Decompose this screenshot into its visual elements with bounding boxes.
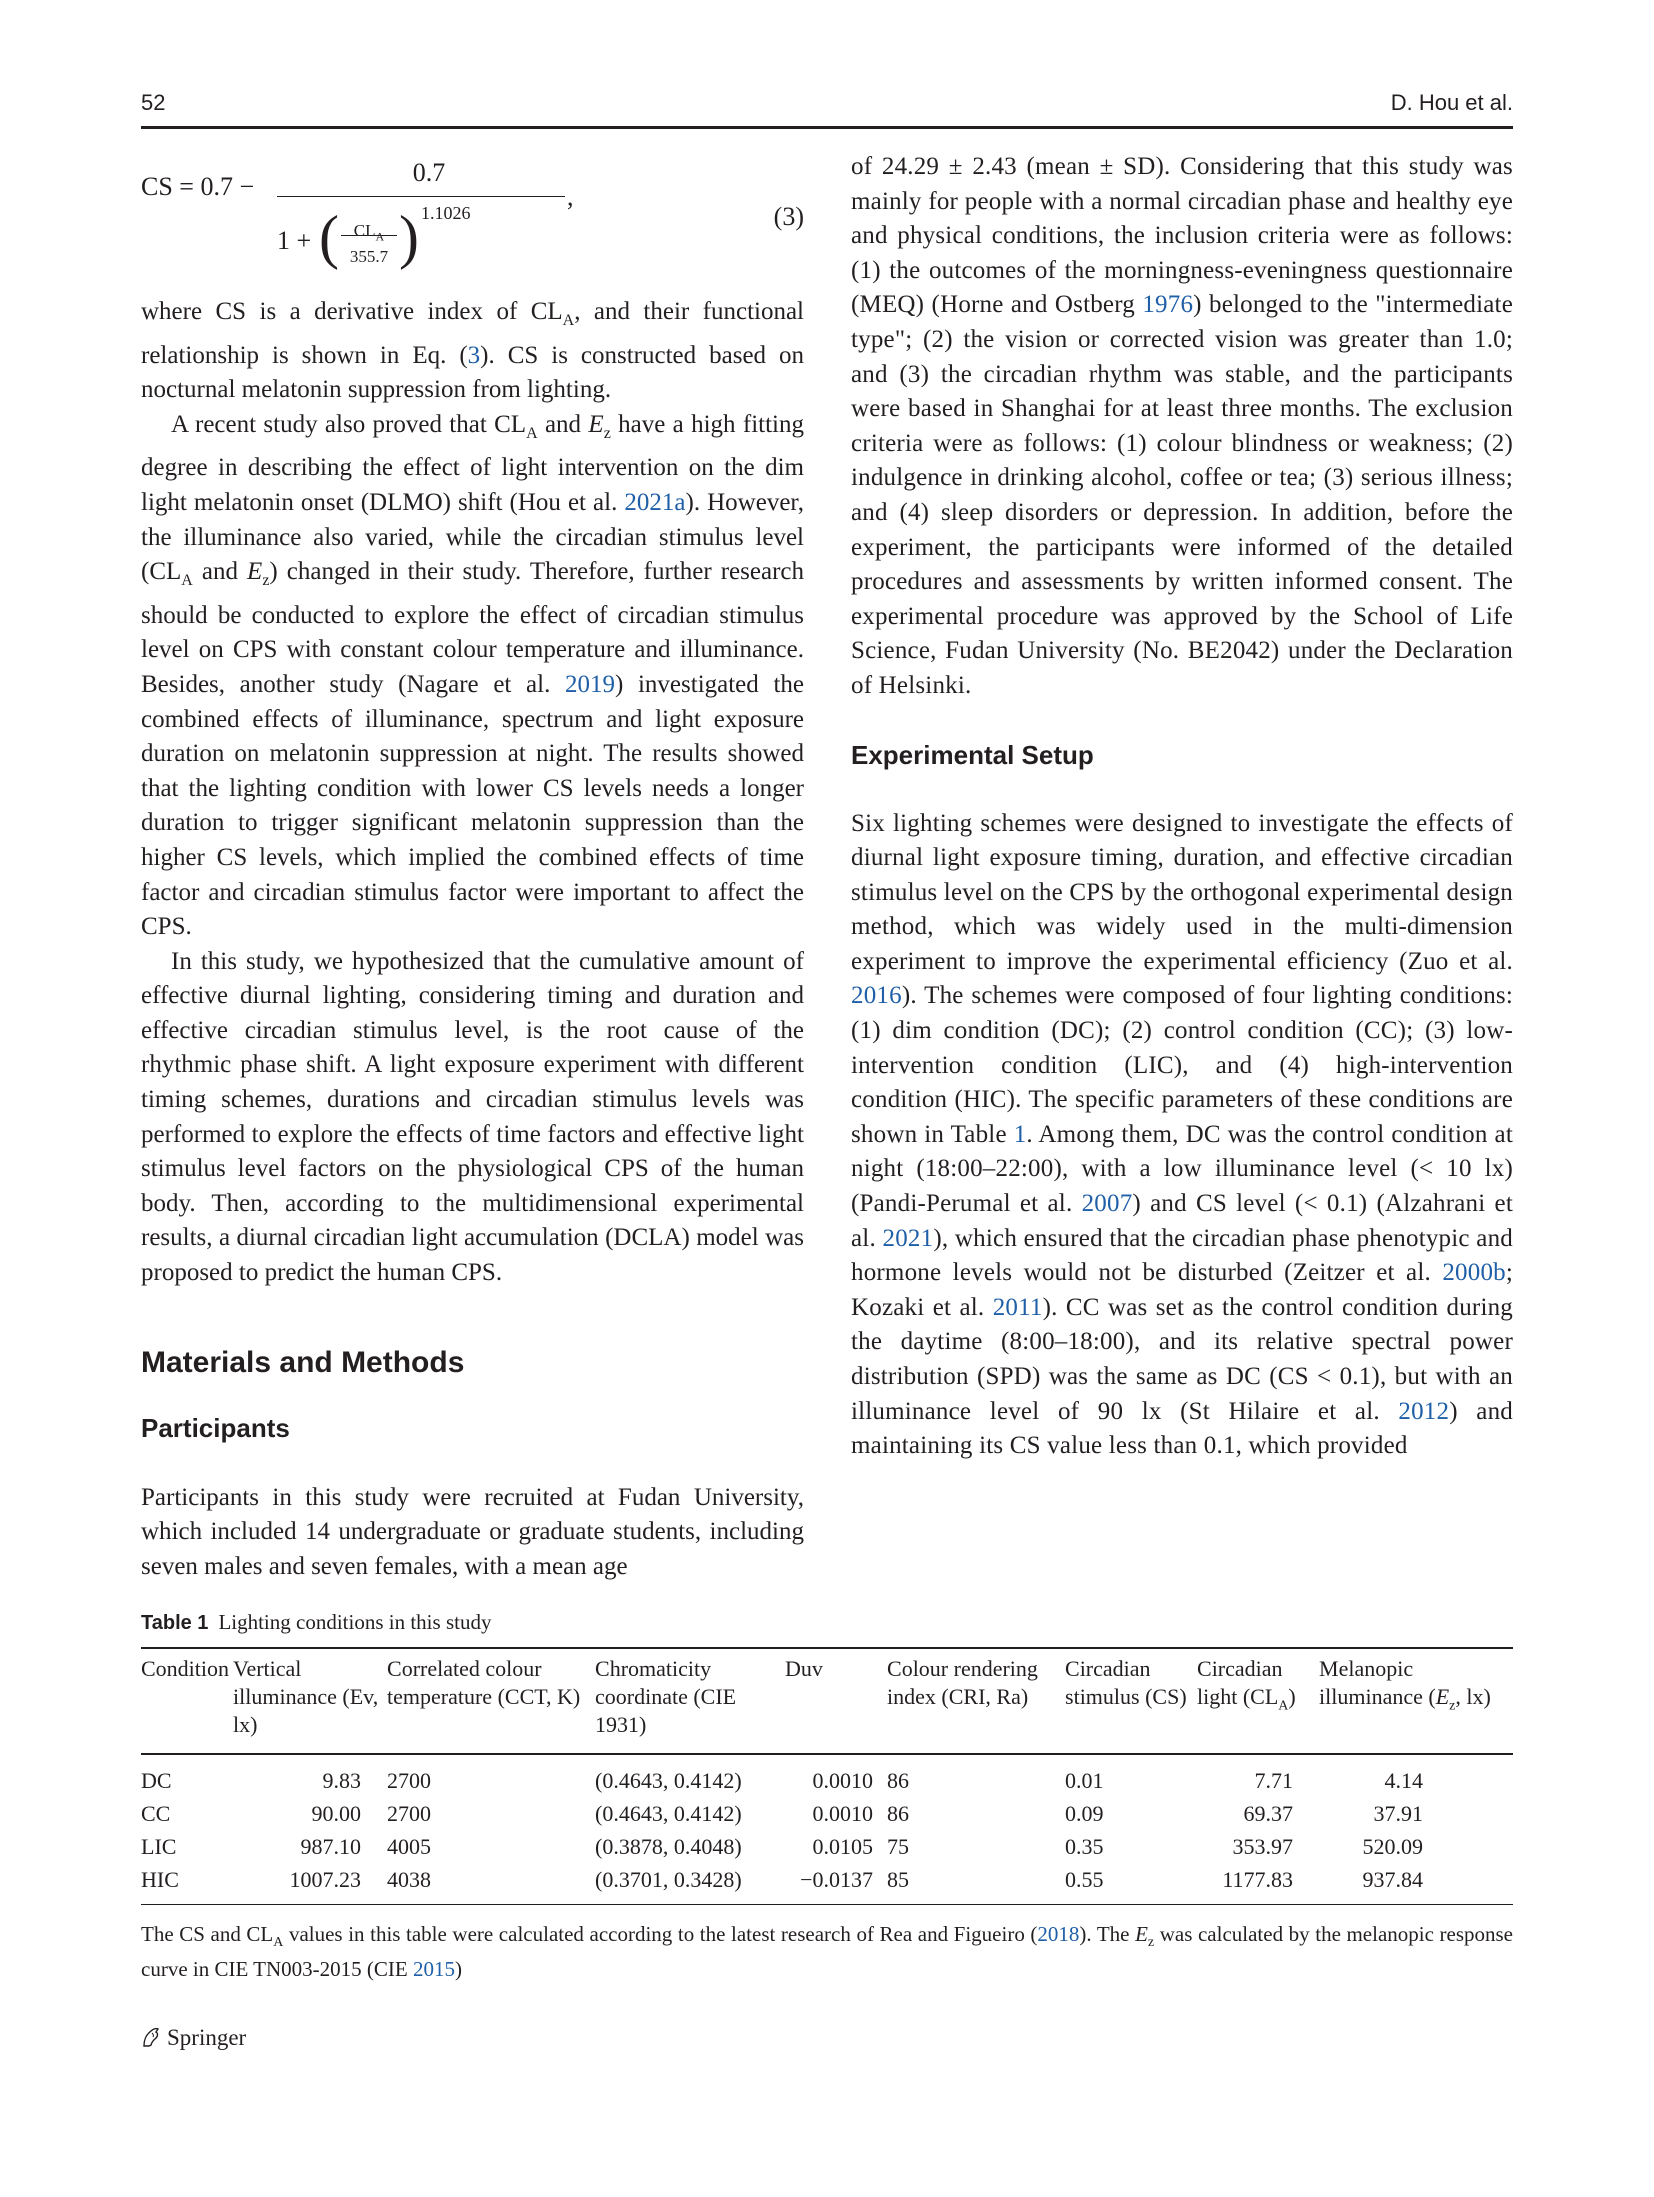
- paragraph: Participants in this study were recruited at Fudan University, which included 14 undergraduate or graduate students, including seven males and seven females, with a mean age: [141, 1483, 804, 1580]
- table-row: [141, 1754, 1513, 1798]
- inner-fraction-bar: [341, 235, 397, 236]
- table-cell: LIC: [141, 1834, 177, 1859]
- table-row: [141, 1864, 1513, 1905]
- citation-link[interactable]: 2015: [412, 1957, 455, 1982]
- running-authors: D. Hou et al.: [1390, 90, 1513, 115]
- table-cell: 37.91: [1373, 1801, 1423, 1826]
- table-footnote: The CS and $CL_A$ values in this table were calculated according to the latest research of Rea and Figueiro (2018). The $E_z$ was calculated by the melanopic response curve in CIE TN003-2015 (CIE 2015): [141, 1922, 1514, 1982]
- paragraph: Six lighting schemes were designed to investigate the effects of diurnal light exposure timing, duration, and effective circadian stimulus level on the CPS by the orthogonal experimental design method, which was widely used in the multi-dimension experiment to improve the experimental efficiency (Zuo et al. 2016). The schemes were composed of four lighting conditions: (1) dim condition (DC); (2) control condition (CC); (3) low-intervention condition (LIC), and (4) high-intervention condition (HIC). The specific parameters of these conditions are shown in Table 1. Among them, DC was the control condition at night (18:00–22:00), with a low illuminance level (< 10 lx) (Pandi-Perumal et al. 2007) and CS level (< 0.1) (Alzahrani et al. 2021), which ensured that the circadian phase phenotypic and hormone levels would not be disturbed (Zeitzer et al. 2000b; Kozaki et al. 2011). CC was set as the control condition during the daytime (8:00–18:00), and its relative spectral power distribution (SPD) was the same as DC (CS < 0.1), but with an illuminance level of 90 lx (St Hilaire et al. 2012) and maintaining its CS value less than 0.1, which provided: [851, 809, 1514, 1460]
- citation-link[interactable]: 2021: [882, 1224, 934, 1252]
- page-footer: [141, 2025, 246, 2051]
- equation-number: (3): [773, 202, 804, 231]
- table-cell: 4005: [387, 1834, 432, 1859]
- equation-comma: ,: [567, 182, 574, 211]
- table-cell: 0.55: [1065, 1867, 1104, 1892]
- table-caption: Table 1 Lighting conditions in this study: [141, 1610, 492, 1634]
- table-cell: 1177.83: [1222, 1867, 1294, 1892]
- table-cell: 2700: [387, 1768, 432, 1793]
- table-cell: 520.09: [1362, 1834, 1423, 1859]
- citation-link[interactable]: 2011: [992, 1293, 1043, 1321]
- table-header-row: [141, 1648, 1513, 1754]
- column-header: Chromaticity coordinate (CIE 1931): [595, 1656, 737, 1737]
- table-cell: 4038: [387, 1867, 432, 1892]
- citation-link[interactable]: 2019: [564, 670, 615, 698]
- paragraph: of 24.29 ± 2.43 (mean ± SD). Considering that this study was mainly for people with a normal circadian phase and healthy eye and physical conditions, the inclusion criteria were as follows: (1) the outcomes of the morningness-eveningness questionnaire (MEQ) (Horne and Ostberg 1976) belonged to the "intermediate type"; (2) the vision or corrected vision was greater than 1.0; and (3) the circadian rhythm was stable, and the participants were based in Shanghai for at least three months. The exclusion criteria were as follows: (1) colour blindness or weakness; (2) indulgence in drinking alcohol, coffee or tea; (3) serious illness; and (4) sleep disorders or depression. In addition, before the experiment, the participants were informed of the detailed procedures and assessments by written informed consent. The experimental procedure was approved by the School of Life Science, Fudan University (No. BE2042) under the Declaration of Helsinki.: [851, 153, 1513, 699]
- table-cell: 0.09: [1065, 1801, 1104, 1826]
- table-cell: 4.14: [1384, 1768, 1423, 1793]
- table-cell: 0.0010: [812, 1801, 874, 1826]
- table-cell: (0.4643, 0.4142): [595, 1768, 742, 1793]
- citation-link[interactable]: 2012: [1398, 1397, 1450, 1425]
- column-header: Circadian stimulus (CS): [1065, 1656, 1187, 1709]
- table-cell: 1007.23: [289, 1867, 362, 1892]
- column-header: Colour rendering index (CRI, Ra): [887, 1656, 1038, 1709]
- table-cell: 9.83: [322, 1768, 362, 1793]
- equation-lhs: CS = 0.7 −: [141, 172, 255, 201]
- table-cell: 86: [887, 1768, 910, 1793]
- left-column: [141, 150, 804, 1584]
- equation-denominator: [277, 202, 577, 282]
- table-1: [141, 1610, 1513, 1983]
- citation-link[interactable]: 1976: [1142, 291, 1194, 319]
- inner-numerator: $CL_A$: [353, 221, 385, 244]
- table-cell: 85: [887, 1867, 910, 1892]
- table-cell: 7.71: [1254, 1768, 1294, 1793]
- subsection-heading: Participants: [141, 1412, 290, 1443]
- table-cell: 987.10: [300, 1834, 362, 1859]
- table-cell: HIC: [141, 1867, 179, 1892]
- equation-numerator: 0.7: [412, 158, 446, 187]
- table-cell: 90.00: [311, 1801, 362, 1826]
- column-header: Circadian light $(CL_A)$: [1197, 1656, 1296, 1714]
- citation-link[interactable]: 2000b: [1442, 1259, 1506, 1287]
- running-header: [141, 86, 1513, 129]
- citation-link[interactable]: 2021a: [624, 488, 686, 516]
- paragraph: where CS is a derivative index of $CL_A$, and their functional relationship is shown in Eq. (3). CS is constructed based on nocturnal melatonin suppression from lighting.: [141, 298, 805, 404]
- springer-horse-icon: [141, 2026, 161, 2048]
- page-number: 52: [141, 90, 166, 115]
- right-paren: ): [399, 204, 419, 270]
- table-cell: 937.84: [1362, 1867, 1423, 1892]
- citation-link[interactable]: 2007: [1081, 1190, 1133, 1218]
- column-header: Duv: [785, 1656, 823, 1681]
- table-cell: 75: [887, 1834, 910, 1859]
- left-paren: (: [319, 204, 339, 270]
- table-cell: CC: [141, 1801, 171, 1826]
- table-cell: 353.97: [1232, 1834, 1294, 1859]
- table-cell: 86: [887, 1801, 910, 1826]
- one-plus: 1 +: [277, 226, 312, 255]
- table-cell: 2700: [387, 1801, 432, 1826]
- table-cell: (0.4643, 0.4142): [595, 1801, 742, 1826]
- equation-link[interactable]: 3: [467, 341, 481, 369]
- table-cell: (0.3878, 0.4048): [595, 1834, 742, 1859]
- publisher-name: Springer: [167, 2025, 247, 2050]
- table-cell: 0.35: [1065, 1834, 1104, 1859]
- table-row: [141, 1831, 1513, 1864]
- citation-link[interactable]: 2016: [851, 982, 902, 1010]
- table-cell: 0.0105: [812, 1834, 874, 1859]
- section-heading: Materials and Methods: [141, 1345, 465, 1379]
- inner-denominator: 355.7: [349, 247, 389, 266]
- table-cell: −0.0137: [800, 1867, 874, 1892]
- citation-link[interactable]: 2018: [1037, 1922, 1080, 1946]
- lighting-conditions-table: [141, 1647, 1513, 1905]
- table-cell: 0.01: [1065, 1768, 1104, 1793]
- table-row: [141, 1798, 1513, 1831]
- column-header: Condition: [141, 1656, 230, 1681]
- column-header: Correlated colour temperature (CCT, K): [387, 1656, 581, 1709]
- table-cell: 0.0010: [812, 1768, 874, 1793]
- table-link[interactable]: 1: [1013, 1120, 1027, 1148]
- paragraph: In this study, we hypothesized that the cumulative amount of effective diurnal lighting, considering timing and duration and effective circadian stimulus level, is the root cause of the rhythmic phase shift. A light exposure experiment with different timing schemes, durations and circadian stimulus levels was performed to explore the effects of time factors and effective light stimulus level factors on the physiological CPS of the human body. Then, according to the multidimensional experimental results, a diurnal circadian light accumulation (DCLA) model was proposed to predict the human CPS.: [141, 947, 804, 1287]
- column-header: Vertical illuminance (Ev, lx): [233, 1656, 379, 1737]
- subsection-heading: Experimental Setup: [851, 739, 1094, 770]
- right-column: [851, 150, 1513, 1464]
- table-cell: 69.37: [1243, 1801, 1294, 1826]
- paragraph: A recent study also proved that $CL_A$ and $E_z$ have a high fitting degree in describing the effect of light intervention on the dim light melatonin onset (DLMO) shift (Hou et al. 2021a). However, the illuminance also varied, while the circadian stimulus level ($CL_A$ and $E_z$) changed in their study. Therefore, further research should be conducted to explore the effect of circadian stimulus level on CPS with constant colour temperature and illuminance. Besides, another study (Nagare et al. 2019) investigated the combined effects of illuminance, spectrum and light exposure duration on melatonin suppression at night. The results showed that the lighting condition with lower CS levels needs a longer duration to trigger significant melatonin suppression than the higher CS levels, which implied the combined effects of time factor and circadian stimulus factor were important to affect the CPS.: [141, 410, 804, 941]
- column-header: Melanopic illuminance ($E_z$, lx): [1319, 1656, 1491, 1714]
- equation-3: [141, 150, 804, 295]
- table-cell: DC: [141, 1768, 172, 1793]
- table-cell: (0.3701, 0.3428): [595, 1867, 742, 1892]
- exponent: 1.1026: [421, 203, 471, 223]
